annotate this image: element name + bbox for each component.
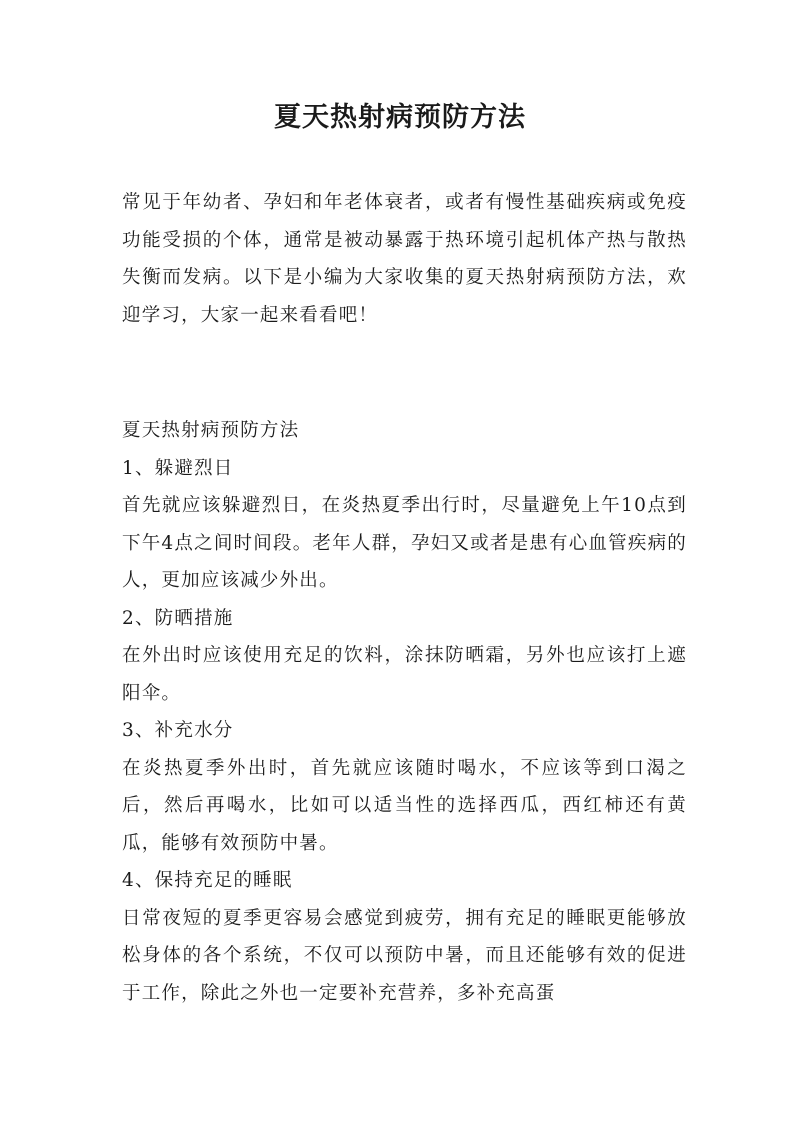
document-body [122,412,687,1012]
item-text: 在外出时应该使用充足的饮料，涂抹防晒霜，另外也应该打上遮阳伞。 [122,645,687,704]
page-title: 夏天热射病预防方法 [274,102,526,133]
item-heading: 1、躲避烈日 [122,457,234,479]
intro-paragraph: 常见于年幼者、孕妇和年老体衰者，或者有慢性基础疾病或免疫功能受损的个体，通常是被动暴露于热环境引起机体产热与散热失衡而发病。以下是小编为大家收集的夏天热射病预防方法，欢迎学习，大家一起来看看吧！ [122,192,687,326]
item-text: 首先就应该躲避烈日，在炎热夏季出行时，尽量避免上午10点到下午4点之间时间段。老年人群，孕妇又或者是患有心血管疾病的人，更加应该减少外出。 [122,495,687,591]
section-heading: 夏天热射病预防方法 [122,420,300,441]
item-heading: 3、补充水分 [122,720,234,741]
item-heading: 2、防晒措施 [122,607,234,629]
item-text: 在炎热夏季外出时，首先就应该随时喝水，不应该等到口渴之后，然后再喝水，比如可以适当性的选择西瓜，西红柿还有黄瓜，能够有效预防中暑。 [122,757,687,854]
item-text: 日常夜短的夏季更容易会感觉到疲劳，拥有充足的睡眠更能够放松身体的各个系统，不仅可以预防中暑，而且还能够有效的促进于工作，除此之外也一定要补充营养，多补充高蛋 [122,907,687,1004]
item-heading: 4、保持充足的睡眠 [122,870,293,891]
